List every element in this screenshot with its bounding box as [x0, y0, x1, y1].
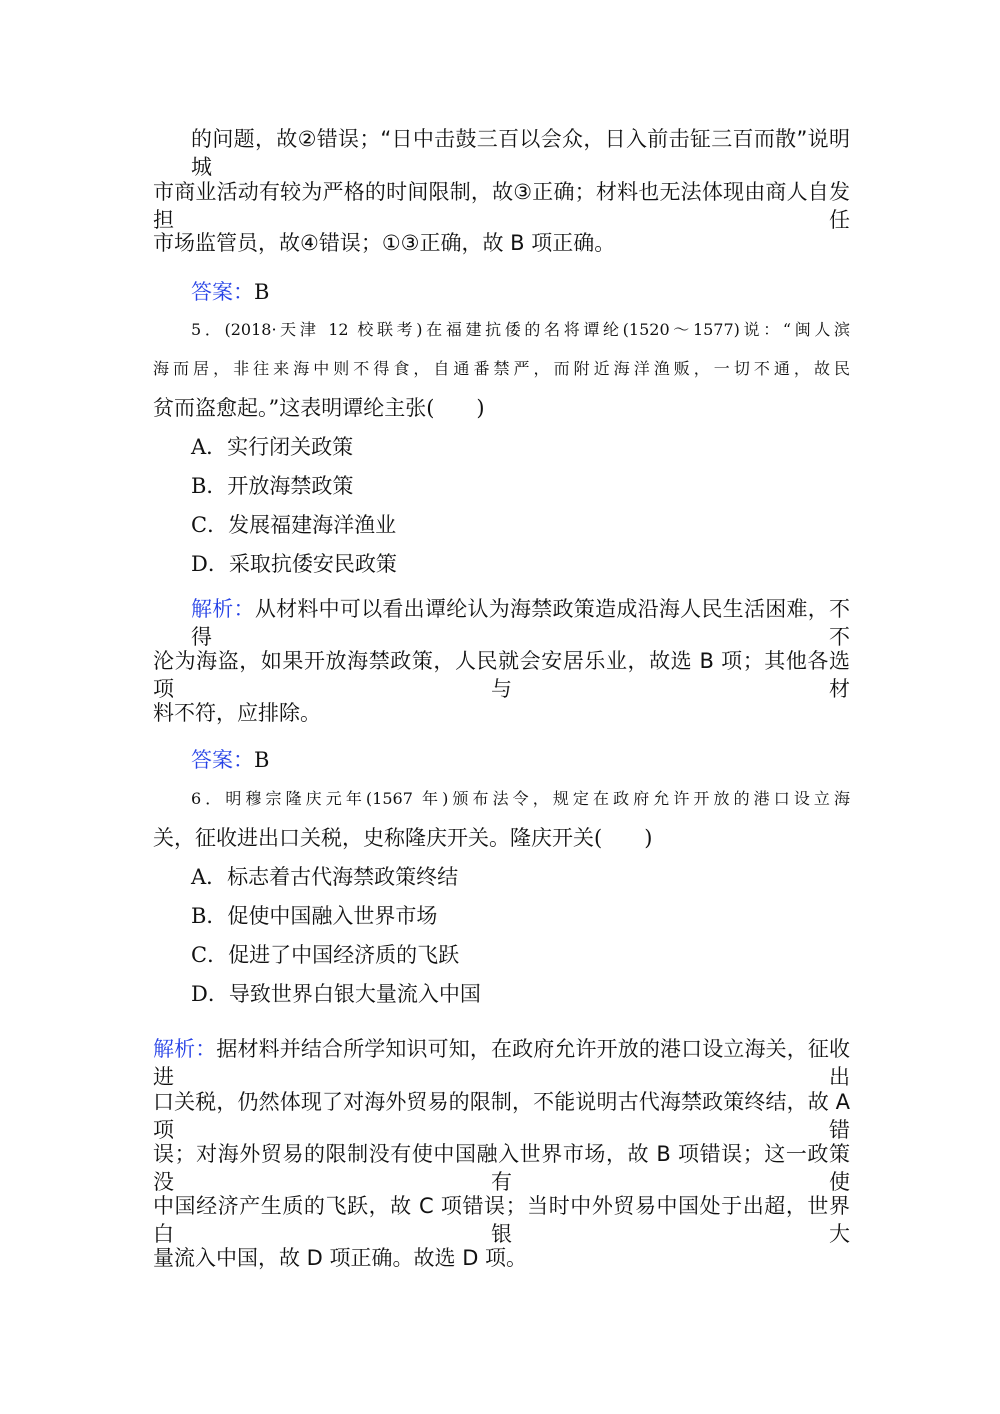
analysis-label: 解析： [153, 1037, 217, 1061]
q6-analysis-line-3: 误；对海外贸易的限制没有使中国融入世界市场，故 B 项错误；这一政策没有使 [153, 1142, 850, 1194]
q5-stem-line-3: 贫而盗愈起。”这表明谭纶主张( ) [153, 396, 485, 420]
q5-option-a[interactable]: A．实行闭关政策 [191, 435, 354, 459]
answer-label: 答案： [191, 280, 254, 304]
answer-label: 答案： [191, 748, 254, 772]
q5-analysis-line-1: 解析：从材料中可以看出谭纶认为海禁政策造成沿海人民生活困难，不得不 [191, 597, 851, 649]
q6-option-d[interactable]: D．导致世界白银大量流入中国 [191, 982, 481, 1006]
q5-analysis-line-3: 料不符，应排除。 [153, 701, 321, 725]
q5-option-b[interactable]: B．开放海禁政策 [191, 474, 354, 498]
q4-answer [191, 278, 269, 306]
q6-option-c[interactable]: C．促进了中国经济质的飞跃 [191, 943, 460, 967]
analysis-label: 解析： [191, 597, 255, 621]
q5-stem-line-2: 海而居，非往来海中则不得食，自通番禁严，而附近海洋渔贩，一切不通，故民 [153, 359, 850, 378]
q6-option-a[interactable]: A．标志着古代海禁政策终结 [191, 865, 459, 889]
q5-option-d[interactable]: D．采取抗倭安民政策 [191, 552, 397, 576]
q5-answer [191, 746, 269, 774]
q6-analysis-line-1: 解析：据材料并结合所学知识可知，在政府允许开放的港口设立海关，征收进出 [153, 1037, 850, 1089]
answer-value: B [254, 748, 270, 772]
q5-analysis-line-2: 沦为海盗，如果开放海禁政策，人民就会安居乐业，故选 B 项；其他各选项与材 [153, 649, 850, 701]
q5-stem-line-1: 5．(2018·天津 12 校联考)在福建抗倭的名将谭纶(1520～1577)说：“闽人滨 [191, 320, 850, 339]
q6-analysis-line-5: 量流入中国，故 D 项正确。故选 D 项。 [153, 1246, 528, 1270]
q5-option-c[interactable]: C．发展福建海洋渔业 [191, 513, 397, 537]
q4-analysis-line-3: 市场监管员，故④错误；①③正确，故 B 项正确。 [153, 231, 616, 255]
q4-analysis-line-1: 的问题，故②错误；“日中击鼓三百以会众，日入前击钲三百而散”说明城 [191, 127, 850, 179]
answer-value: B [254, 280, 270, 304]
q6-analysis-line-4: 中国经济产生质的飞跃，故 C 项错误；当时中外贸易中国处于出超，世界白银大 [153, 1194, 850, 1246]
q4-analysis-line-2: 市商业活动有较为严格的时间限制，故③正确；材料也无法体现由商人自发担任 [153, 180, 850, 232]
q6-analysis-line-2: 口关税，仍然体现了对海外贸易的限制，不能说明古代海禁政策终结，故 A 项错 [153, 1090, 850, 1142]
q6-stem-line-1: 6．明穆宗隆庆元年(1567 年)颁布法令，规定在政府允许开放的港口设立海 [191, 789, 850, 808]
q6-stem-line-2: 关，征收进出口关税，史称隆庆开关。隆庆开关( ) [153, 826, 653, 850]
q6-option-b[interactable]: B．促使中国融入世界市场 [191, 904, 438, 928]
